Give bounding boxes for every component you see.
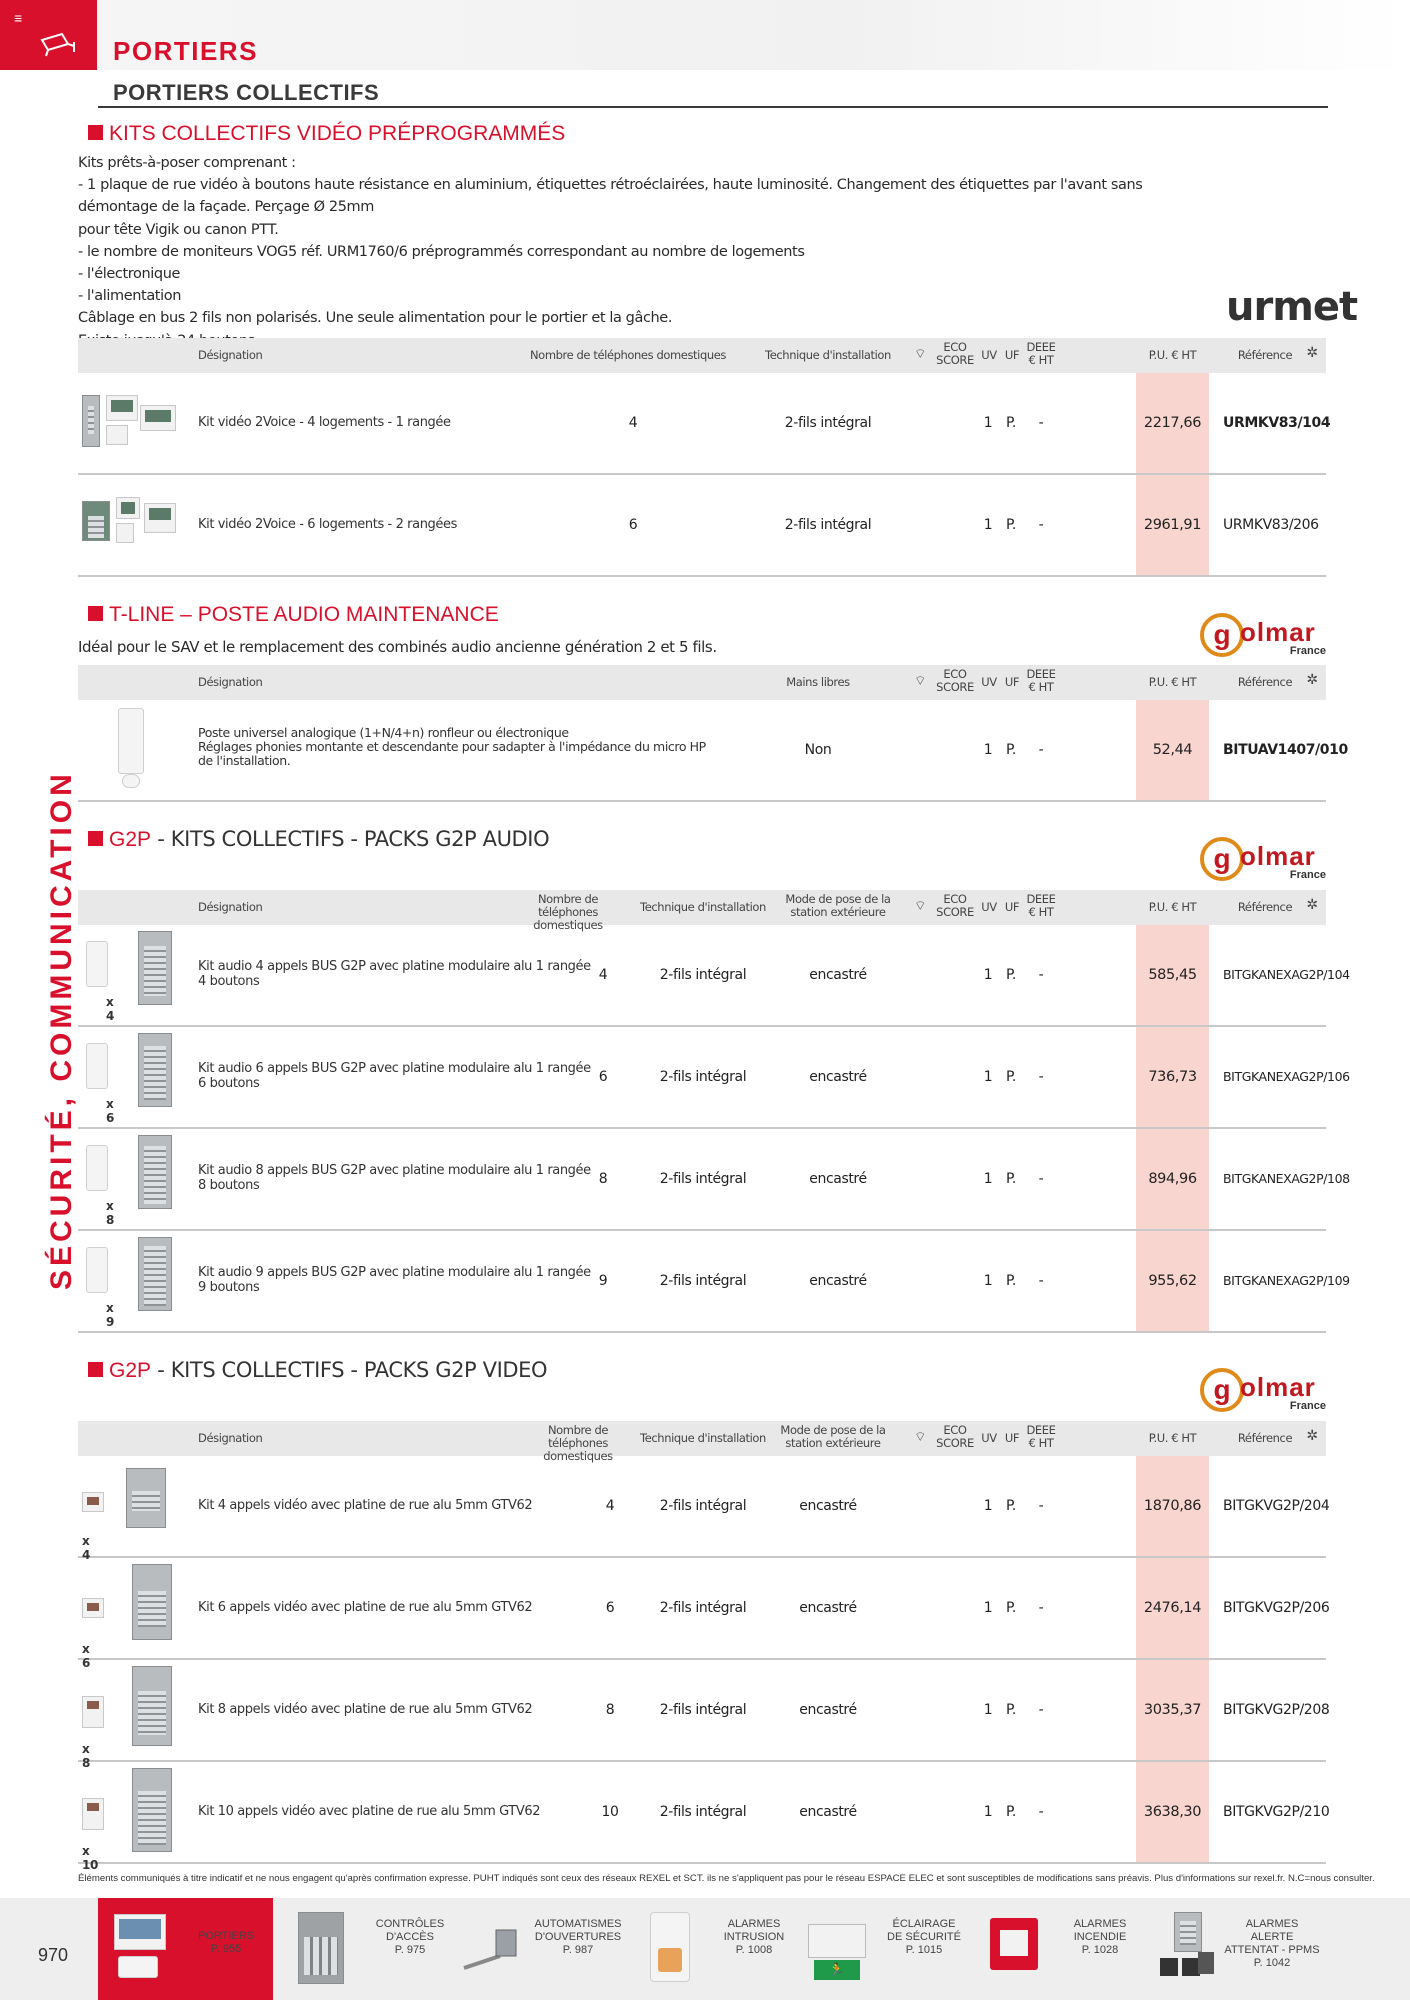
quantity-label: x 8 bbox=[82, 1742, 90, 1770]
technique-value: 2-fils intégral bbox=[659, 1069, 747, 1085]
reference-value[interactable]: BITGKANEXAG2P/108 bbox=[1223, 1171, 1350, 1186]
monitor bbox=[140, 405, 176, 431]
description-line: Réglages phonies montante et descendante pour sadapter à l'impédance du micro HP bbox=[198, 739, 706, 754]
deee-value: - bbox=[1038, 1171, 1044, 1187]
reference-value[interactable]: BITGKVG2P/204 bbox=[1223, 1498, 1330, 1514]
golmar-logo bbox=[1200, 613, 1330, 661]
golmar-logo-name: olmar bbox=[1240, 1372, 1316, 1402]
table-row[interactable] bbox=[78, 1027, 1350, 1129]
uv-value: 1 bbox=[983, 415, 993, 431]
kits-table-header bbox=[78, 338, 1326, 373]
product-description: Kit 10 appels vidéo avec platine de rue alu 5mm GTV62 bbox=[198, 1804, 541, 1819]
table-row[interactable] bbox=[78, 373, 1331, 475]
urmet-logo: urmet bbox=[1226, 284, 1358, 330]
nb-tel-value: 4 bbox=[605, 1498, 615, 1514]
tline-intro: Idéal pour le SAV et le remplacement des combinés audio ancienne génération 2 et 5 fils. bbox=[78, 638, 717, 656]
g2p-video-table-header bbox=[78, 1421, 1326, 1463]
reference-value[interactable]: BITGKVG2P/206 bbox=[1223, 1600, 1330, 1616]
section-title-g2p-video: G2P - KITS COLLECTIFS - PACKS G2P VIDEO bbox=[88, 1358, 547, 1383]
section-title-tline: T-LINE – POSTE AUDIO MAINTENANCE bbox=[88, 603, 499, 627]
intro-line: - l'alimentation bbox=[78, 288, 181, 305]
settings-icon[interactable]: ✲ bbox=[1306, 345, 1318, 361]
deee-value: - bbox=[1038, 1069, 1044, 1085]
nav-alarmes-alerte[interactable] bbox=[1150, 1912, 1322, 1992]
col-uv: UV bbox=[981, 675, 997, 689]
reference-value[interactable]: URMKV83/104 bbox=[1223, 415, 1331, 431]
golmar-logo bbox=[1200, 837, 1330, 885]
uf-value: P. bbox=[1006, 1171, 1016, 1187]
settings-icon[interactable]: ✲ bbox=[1306, 672, 1318, 688]
intro-line: - l'électronique bbox=[78, 266, 181, 283]
product-description bbox=[198, 726, 706, 768]
reference-value[interactable]: BITGKANEXAG2P/109 bbox=[1223, 1273, 1350, 1288]
settings-icon[interactable]: ✲ bbox=[1306, 1428, 1318, 1444]
uv-value: 1 bbox=[983, 742, 993, 758]
mode-pose-value: encastré bbox=[799, 1804, 857, 1820]
col-deee: DEEE € HT bbox=[1026, 892, 1056, 919]
price-value: 2217,66 bbox=[1143, 415, 1202, 431]
table-row[interactable] bbox=[78, 925, 1350, 1027]
golmar-logo bbox=[1200, 1368, 1330, 1416]
table-row[interactable] bbox=[78, 1558, 1330, 1670]
uv-value: 1 bbox=[983, 517, 993, 533]
description-line: de l'installation. bbox=[198, 753, 291, 768]
deee-value: - bbox=[1038, 1498, 1044, 1514]
nav-alarmes-intrusion[interactable] bbox=[632, 1912, 804, 1992]
deee-value: - bbox=[1038, 742, 1044, 758]
deee-value: - bbox=[1038, 967, 1044, 983]
technique-value: 2-fils intégral bbox=[659, 1600, 747, 1616]
price-value: 894,96 bbox=[1148, 1171, 1197, 1187]
g2p-audio-table-header bbox=[78, 890, 1326, 932]
tline-table-header bbox=[78, 665, 1326, 700]
col-eco: ECO SCORE bbox=[936, 667, 974, 694]
deee-value: - bbox=[1038, 1702, 1044, 1718]
module bbox=[106, 425, 128, 445]
col-pu: P.U. € HT bbox=[1148, 675, 1197, 689]
uf-value: P. bbox=[1006, 1498, 1016, 1514]
wifi-icon: ⌔ bbox=[914, 1430, 926, 1445]
col-uv: UV bbox=[981, 348, 997, 362]
col-nb-tel: Nombre de téléphones domestiques bbox=[529, 348, 727, 362]
col-uf: UF bbox=[1004, 900, 1020, 914]
quantity-label: x 4 bbox=[82, 1534, 90, 1562]
mode-pose-value: encastré bbox=[809, 1069, 867, 1085]
technique-value: 2-fils intégral bbox=[659, 1804, 747, 1820]
price-value: 2961,91 bbox=[1143, 517, 1202, 533]
side-category-title: SÉCURITÉ, COMMUNICATION bbox=[45, 770, 78, 1290]
technique-value: 2-fils intégral bbox=[784, 517, 872, 533]
uv-value: 1 bbox=[983, 1171, 993, 1187]
price-value: 1870,86 bbox=[1143, 1498, 1202, 1514]
uv-value: 1 bbox=[983, 967, 993, 983]
fire-alarm-icon bbox=[982, 1912, 1044, 1986]
street-panel bbox=[82, 395, 100, 447]
quantity-label: x 4 bbox=[106, 995, 114, 1023]
section-marker bbox=[88, 831, 103, 846]
nav-portiers[interactable] bbox=[104, 1912, 276, 1992]
gate-motor-icon bbox=[460, 1912, 522, 1986]
page-number: 970 bbox=[38, 1945, 69, 1965]
monitor bbox=[106, 395, 138, 421]
uf-value: P. bbox=[1006, 1804, 1016, 1820]
col-mains-libres: Mains libres bbox=[786, 675, 850, 689]
header-divider bbox=[98, 106, 1328, 108]
col-deee: DEEE € HT bbox=[1026, 340, 1056, 367]
quantity-label: x 9 bbox=[106, 1301, 114, 1329]
mode-pose-value: encastré bbox=[809, 967, 867, 983]
mode-pose-value: encastré bbox=[799, 1498, 857, 1514]
nb-tel-value: 4 bbox=[628, 415, 638, 431]
page-title: PORTIERS bbox=[113, 36, 258, 66]
nb-tel-value: 9 bbox=[598, 1273, 608, 1289]
technique-value: 2-fils intégral bbox=[659, 1702, 747, 1718]
price-value: 3035,37 bbox=[1143, 1702, 1202, 1718]
col-uf: UF bbox=[1004, 348, 1020, 362]
nb-tel-value: 10 bbox=[601, 1804, 619, 1820]
reference-value[interactable]: BITGKVG2P/210 bbox=[1223, 1804, 1330, 1820]
nav-alarmes-incendie[interactable] bbox=[978, 1912, 1150, 1992]
section-marker bbox=[88, 1362, 103, 1377]
price-value: 585,45 bbox=[1148, 967, 1197, 983]
golmar-logo-name: olmar bbox=[1240, 617, 1316, 647]
deee-value: - bbox=[1038, 1600, 1044, 1616]
col-uv: UV bbox=[981, 900, 997, 914]
quantity-label: x 10 bbox=[82, 1844, 98, 1872]
col-ref: Référence bbox=[1237, 675, 1293, 689]
technique-value: 2-fils intégral bbox=[659, 1498, 747, 1514]
col-mode-pose: Mode de pose de la station extérieure bbox=[780, 1423, 886, 1450]
nav-label: ALARMES ALERTE ATTENTAT - PPMS P. 1042 bbox=[1224, 1918, 1320, 1969]
section-title-g2p-audio: G2P - KITS COLLECTIFS - PACKS G2P AUDIO bbox=[88, 827, 549, 852]
technique-value: 2-fils intégral bbox=[659, 1273, 747, 1289]
uf-value: P. bbox=[1006, 742, 1016, 758]
nb-tel-value: 8 bbox=[598, 1171, 608, 1187]
col-nb-tel: Nombre de téléphones domestiques bbox=[533, 892, 603, 932]
nav-label: PORTIERS P. 955 bbox=[197, 1930, 255, 1955]
exit-sign-icon: 🏃 bbox=[806, 1912, 868, 1986]
col-ref: Référence bbox=[1237, 348, 1293, 362]
uv-value: 1 bbox=[983, 1600, 993, 1616]
product-description: Kit vidéo 2Voice - 4 logements - 1 rangée bbox=[198, 415, 451, 430]
col-technique: Technique d'installation bbox=[765, 348, 891, 362]
table-row[interactable] bbox=[78, 1129, 1350, 1231]
nb-tel-value: 6 bbox=[598, 1069, 608, 1085]
nav-eclairage-securite[interactable] bbox=[802, 1912, 974, 1992]
table-row[interactable] bbox=[78, 1762, 1330, 1872]
section-title-kits: KITS COLLECTIFS VIDÉO PRÉPROGRAMMÉS bbox=[88, 122, 565, 146]
product-description: Kit vidéo 2Voice - 6 logements - 2 rangées bbox=[198, 517, 457, 532]
uv-value: 1 bbox=[983, 1273, 993, 1289]
price-value: 3638,30 bbox=[1143, 1804, 1202, 1820]
col-ref: Référence bbox=[1237, 900, 1293, 914]
menu-icon[interactable]: ≡ bbox=[14, 10, 23, 26]
intro-line: Kits prêts-à-poser comprenant : bbox=[78, 155, 296, 171]
nb-tel-value: 8 bbox=[605, 1702, 615, 1718]
golmar-logo-country: France bbox=[1289, 869, 1326, 881]
golmar-logo-initial: g bbox=[1200, 1368, 1244, 1412]
menu-corner[interactable] bbox=[0, 0, 97, 70]
price-value: 955,62 bbox=[1148, 1273, 1197, 1289]
col-uv: UV bbox=[981, 1431, 997, 1445]
wifi-icon: ⌔ bbox=[914, 347, 926, 362]
keypad-icon bbox=[292, 1912, 354, 1986]
mode-pose-value: encastré bbox=[809, 1273, 867, 1289]
col-designation: Désignation bbox=[198, 675, 263, 689]
technique-value: 2-fils intégral bbox=[784, 415, 872, 431]
monitor bbox=[116, 497, 140, 519]
monitor bbox=[144, 503, 176, 533]
intro-line: Câblage en bus 2 fils non polarisés. Une seule alimentation pour le portier et la gâche. bbox=[78, 310, 673, 327]
golmar-logo-country: France bbox=[1289, 645, 1326, 657]
nb-tel-value: 6 bbox=[605, 1600, 615, 1616]
kits-intro bbox=[78, 152, 1178, 352]
module bbox=[116, 523, 134, 543]
uv-value: 1 bbox=[983, 1069, 993, 1085]
col-uf: UF bbox=[1004, 1431, 1020, 1445]
uf-value: P. bbox=[1006, 415, 1016, 431]
nav-controles-acces[interactable] bbox=[288, 1912, 460, 1992]
price-value: 52,44 bbox=[1152, 742, 1193, 758]
intro-line: - le nombre de moniteurs VOG5 réf. URM1760/6 préprogrammés correspondant au nombre de logements bbox=[78, 243, 805, 260]
nav-label: ÉCLAIRAGE DE SÉCURITÉ P. 1015 bbox=[887, 1918, 961, 1956]
handset-cord bbox=[122, 774, 140, 788]
nav-label: ALARMES INTRUSION P. 1008 bbox=[723, 1918, 785, 1956]
table-row[interactable] bbox=[78, 1660, 1330, 1770]
uf-value: P. bbox=[1006, 1069, 1016, 1085]
col-designation: Désignation bbox=[198, 900, 263, 914]
nb-tel-value: 4 bbox=[598, 967, 608, 983]
reference-value[interactable]: BITGKANEXAG2P/106 bbox=[1223, 1069, 1350, 1084]
mode-pose-value: encastré bbox=[809, 1171, 867, 1187]
uf-value: P. bbox=[1006, 517, 1016, 533]
table-row[interactable] bbox=[78, 1456, 1330, 1562]
technique-value: 2-fils intégral bbox=[659, 967, 747, 983]
reference-value[interactable]: BITGKANEXAG2P/104 bbox=[1223, 967, 1350, 982]
intercom-icon bbox=[108, 1912, 170, 1986]
product-description: Kit 6 appels vidéo avec platine de rue alu 5mm GTV62 bbox=[198, 1600, 533, 1615]
col-deee: DEEE € HT bbox=[1026, 1423, 1056, 1450]
col-technique: Technique d'installation bbox=[640, 1431, 766, 1445]
street-panel bbox=[82, 501, 110, 541]
uv-value: 1 bbox=[983, 1702, 993, 1718]
golmar-logo-initial: g bbox=[1200, 837, 1244, 881]
nb-tel-value: 6 bbox=[628, 517, 638, 533]
deee-value: - bbox=[1038, 1804, 1044, 1820]
table-row[interactable] bbox=[78, 475, 1326, 577]
wifi-icon: ⌔ bbox=[914, 674, 926, 689]
uf-value: P. bbox=[1006, 1702, 1016, 1718]
intro-line: pour tête Vigik ou canon PTT. bbox=[78, 221, 279, 238]
quantity-label: x 6 bbox=[106, 1097, 114, 1125]
col-designation: Désignation bbox=[198, 348, 263, 362]
description-line: Poste universel analogique (1+N/4+n) ronfleur ou électronique bbox=[198, 725, 569, 740]
product-description: Kit audio 6 appels BUS G2P avec platine modulaire alu 1 rangée 6 boutons bbox=[198, 1061, 591, 1091]
table-row[interactable] bbox=[78, 1231, 1350, 1333]
col-nb-tel: Nombre de téléphones domestiques bbox=[543, 1423, 613, 1463]
col-deee: DEEE € HT bbox=[1026, 667, 1056, 694]
nav-label: AUTOMATISMES D'OUVERTURES P. 987 bbox=[534, 1918, 622, 1956]
product-description: Kit audio 8 appels BUS G2P avec platine modulaire alu 1 rangée 8 boutons bbox=[198, 1163, 591, 1193]
intro-line: - 1 plaque de rue vidéo à boutons haute résistance en aluminium, étiquettes rétroéclairées, haute luminosité. Changement des étiquettes par l'avant sans démontage de la façade. Perçage Ø 25mm bbox=[78, 177, 1143, 216]
mode-pose-value: encastré bbox=[799, 1702, 857, 1718]
price-value: 2476,14 bbox=[1143, 1600, 1202, 1616]
uf-value: P. bbox=[1006, 1600, 1016, 1616]
reference-value[interactable]: URMKV83/206 bbox=[1223, 517, 1319, 533]
mains-libres-value: Non bbox=[804, 742, 832, 758]
golmar-logo-country: France bbox=[1289, 1400, 1326, 1412]
deee-value: - bbox=[1038, 517, 1044, 533]
price-value: 736,73 bbox=[1148, 1069, 1197, 1085]
settings-icon[interactable]: ✲ bbox=[1306, 897, 1318, 913]
audio-handset bbox=[118, 708, 144, 774]
col-pu: P.U. € HT bbox=[1148, 900, 1197, 914]
section-marker bbox=[88, 606, 103, 621]
quantity-label: x 8 bbox=[106, 1199, 114, 1227]
col-eco: ECO SCORE bbox=[936, 1423, 974, 1450]
col-pu: P.U. € HT bbox=[1148, 1431, 1197, 1445]
reference-value[interactable]: BITUAV1407/010 bbox=[1223, 742, 1348, 758]
reference-value[interactable]: BITGKVG2P/208 bbox=[1223, 1702, 1330, 1718]
col-mode-pose: Mode de pose de la station extérieure bbox=[785, 892, 891, 919]
product-description: Kit 8 appels vidéo avec platine de rue alu 5mm GTV62 bbox=[198, 1702, 533, 1717]
col-ref: Référence bbox=[1237, 1431, 1293, 1445]
nav-label: ALARMES INCENDIE P. 1028 bbox=[1073, 1918, 1127, 1956]
uf-value: P. bbox=[1006, 967, 1016, 983]
alert-alarm-icon bbox=[1154, 1912, 1216, 1986]
wifi-icon: ⌔ bbox=[914, 899, 926, 914]
product-description: Kit audio 9 appels BUS G2P avec platine modulaire alu 1 rangée 9 boutons bbox=[198, 1265, 591, 1295]
disclaimer: Éléments communiqués à titre indicatif et ne nous engagent qu'après confirmation expresse. PUHT indiqués sont ceux des réseaux REXEL et SCT. ils ne s'appliquent pas pour le réseau ESPACE ELEC et sont susceptibles de modifications sans préavis. Plus d'informations sur rexel.fr. N.C=nous consulter. bbox=[78, 1873, 1375, 1884]
uv-value: 1 bbox=[983, 1498, 993, 1514]
page-subtitle: PORTIERS COLLECTIFS bbox=[113, 80, 380, 105]
section-marker bbox=[88, 125, 103, 140]
col-pu: P.U. € HT bbox=[1148, 348, 1197, 362]
col-technique: Technique d'installation bbox=[640, 900, 766, 914]
nav-automatismes[interactable] bbox=[456, 1912, 628, 1992]
uv-value: 1 bbox=[983, 1804, 993, 1820]
col-eco: ECO SCORE bbox=[936, 340, 974, 367]
product-description: Kit audio 4 appels BUS G2P avec platine modulaire alu 1 rangée 4 boutons bbox=[198, 959, 591, 989]
col-eco: ECO SCORE bbox=[936, 892, 974, 919]
col-designation: Désignation bbox=[198, 1431, 263, 1445]
deee-value: - bbox=[1038, 1273, 1044, 1289]
golmar-logo-name: olmar bbox=[1240, 841, 1316, 871]
quantity-label: x 6 bbox=[82, 1642, 90, 1670]
camera-icon bbox=[38, 30, 78, 58]
technique-value: 2-fils intégral bbox=[659, 1171, 747, 1187]
product-description: Kit 4 appels vidéo avec platine de rue alu 5mm GTV62 bbox=[198, 1498, 533, 1513]
siren-icon bbox=[636, 1912, 698, 1986]
mode-pose-value: encastré bbox=[799, 1600, 857, 1616]
table-row[interactable] bbox=[78, 700, 1348, 802]
deee-value: - bbox=[1038, 415, 1044, 431]
nav-label: CONTRÔLES D'ACCÈS P. 975 bbox=[375, 1918, 445, 1956]
col-uf: UF bbox=[1004, 675, 1020, 689]
golmar-logo-initial: g bbox=[1200, 613, 1244, 657]
uf-value: P. bbox=[1006, 1273, 1016, 1289]
